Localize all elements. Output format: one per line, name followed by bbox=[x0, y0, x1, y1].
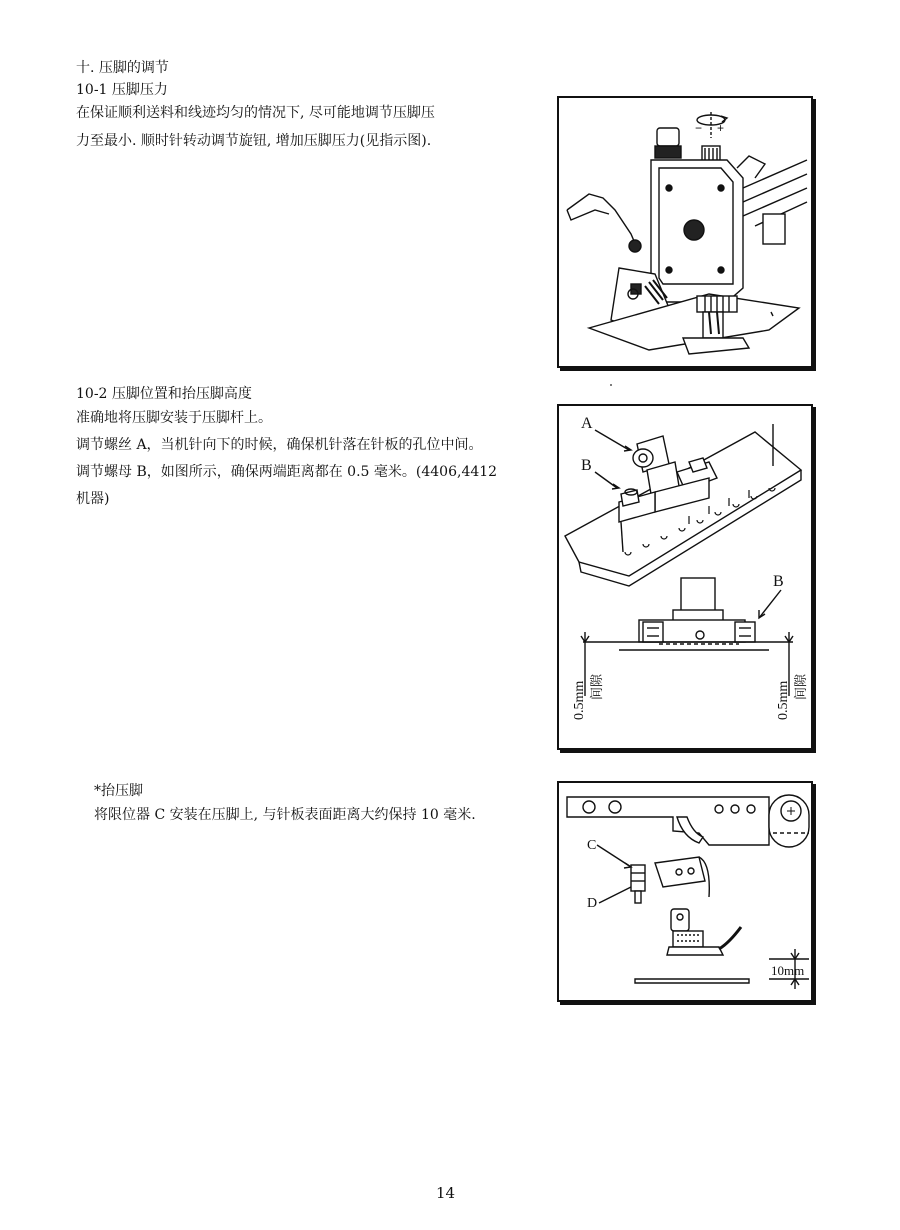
subsection-lift-heading: *抬压脚 bbox=[94, 783, 143, 799]
label-screw-d: D bbox=[587, 896, 598, 911]
section-title: 十. 压脚的调节 bbox=[76, 60, 169, 76]
label-gap-left-mm: 0.5mm bbox=[572, 680, 587, 720]
label-nut-b-front: B bbox=[773, 573, 784, 590]
subsection-10-1-line-1: 在保证顺利送料和线迹均匀的情况下, 尽可能地调节压脚压 bbox=[76, 105, 435, 121]
subsection-10-2-line-1: 准确地将压脚安装于压脚杆上。 bbox=[76, 410, 272, 426]
label-gap-right-cn: 间隙 bbox=[793, 673, 808, 700]
figure-presser-position bbox=[557, 404, 813, 750]
figure-lift-limiter bbox=[557, 781, 813, 1002]
knob-minus-label: − bbox=[695, 121, 703, 135]
scan-speck bbox=[610, 384, 612, 386]
label-gap-left-cn: 间隙 bbox=[589, 673, 604, 700]
page-number: 14 bbox=[436, 1184, 456, 1202]
lift-limiter-illustration bbox=[559, 783, 811, 1000]
label-nut-b: B bbox=[581, 457, 592, 474]
sewing-machine-head-illustration bbox=[559, 98, 811, 366]
subsection-10-1-line-2: 力至最小. 顺时针转动调节旋钮, 增加压脚压力(见指示图). bbox=[76, 133, 432, 149]
subsection-10-2-heading: 10-2 压脚位置和抬压脚高度 bbox=[76, 386, 252, 402]
subsection-10-2-line-2: 调节螺丝 A，当机针向下的时候，确保机针落在针板的孔位中间。 bbox=[76, 437, 483, 453]
subsection-10-1-heading: 10-1 压脚压力 bbox=[76, 82, 168, 98]
presser-foot-position-illustration bbox=[559, 406, 811, 748]
knob-plus-label: + bbox=[717, 121, 725, 135]
figure-presser-pressure bbox=[557, 96, 813, 368]
label-10mm: 10mm bbox=[771, 963, 805, 978]
label-limiter-c: C bbox=[587, 838, 597, 853]
label-gap-right-mm: 0.5mm bbox=[776, 680, 791, 720]
subsection-lift-line-1: 将限位器 C 安装在压脚上, 与针板表面距离大约保持 10 毫米. bbox=[94, 807, 476, 823]
subsection-10-2-line-4: 机器) bbox=[76, 491, 110, 507]
label-screw-a: A bbox=[581, 415, 593, 432]
subsection-10-2-line-3: 调节螺母 B，如图所示，确保两端距离都在 0.5 毫米。(4406,4412 bbox=[76, 464, 498, 480]
